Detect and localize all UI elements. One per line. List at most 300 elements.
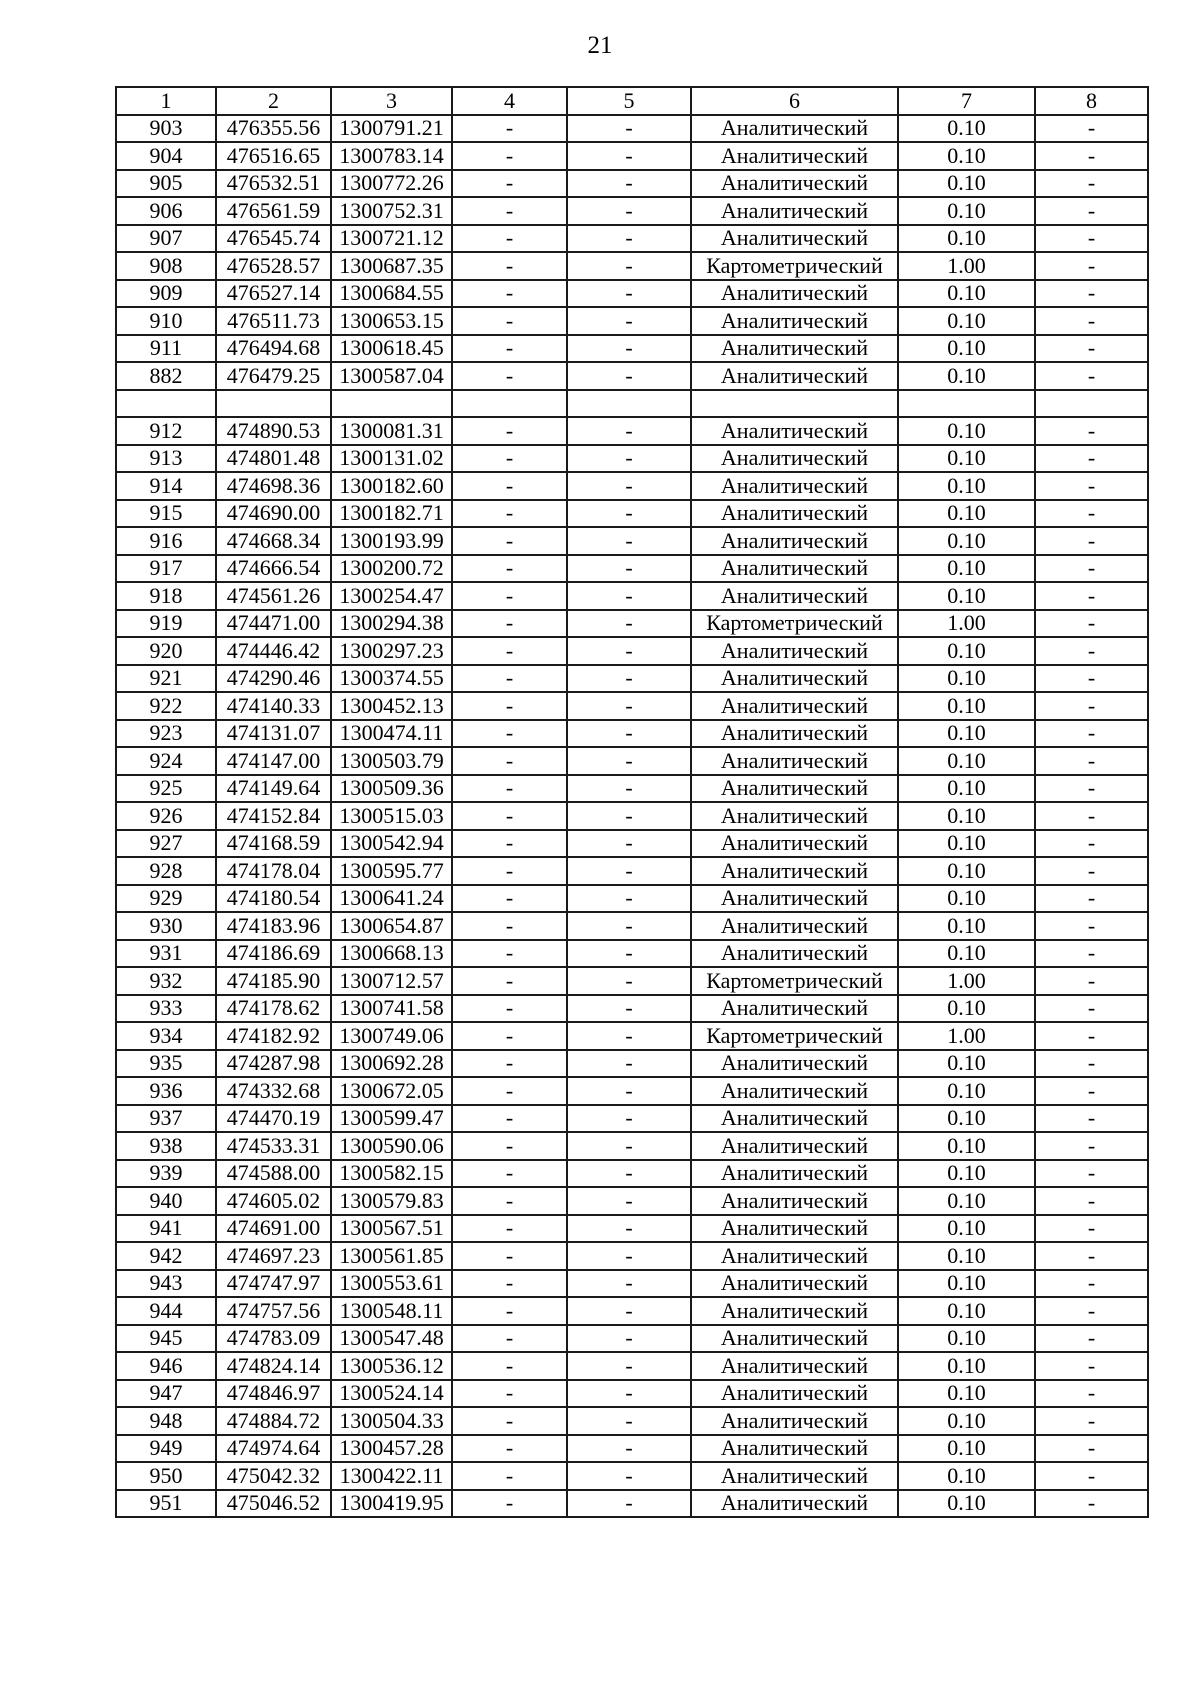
table-cell: 476516.65 <box>216 142 331 170</box>
table-cell: 1300668.13 <box>331 940 452 968</box>
table-cell: - <box>567 472 691 500</box>
table-cell: 934 <box>116 1022 216 1050</box>
table-cell: 928 <box>116 857 216 885</box>
table-cell: 474783.09 <box>216 1325 331 1353</box>
table-cell: Аналитический <box>691 1270 898 1298</box>
table-cell: - <box>1035 857 1148 885</box>
table-cell: Аналитический <box>691 555 898 583</box>
table-cell <box>331 390 452 418</box>
table-cell: 1300749.06 <box>331 1022 452 1050</box>
table-cell: - <box>452 1297 567 1325</box>
table-cell: - <box>1035 995 1148 1023</box>
table-cell: 912 <box>116 417 216 445</box>
table-cell: - <box>567 1132 691 1160</box>
table-cell: - <box>567 1352 691 1380</box>
table-cell: 474757.56 <box>216 1297 331 1325</box>
table-cell: - <box>452 307 567 335</box>
table-cell: 1300692.28 <box>331 1050 452 1078</box>
table-cell: - <box>1035 1050 1148 1078</box>
table-cell: - <box>567 1462 691 1490</box>
table-cell: - <box>1035 1325 1148 1353</box>
table-cell: Аналитический <box>691 197 898 225</box>
table-cell: Аналитический <box>691 830 898 858</box>
table-cell: - <box>1035 1407 1148 1435</box>
table-cell: - <box>567 940 691 968</box>
table-cell: - <box>567 830 691 858</box>
table-cell: Аналитический <box>691 775 898 803</box>
table-cell: - <box>452 582 567 610</box>
table-cell: - <box>452 115 567 143</box>
table-cell: 1300687.35 <box>331 252 452 280</box>
table-cell: 0.10 <box>898 417 1035 445</box>
table-row <box>116 1297 1148 1325</box>
table-cell: - <box>1035 885 1148 913</box>
table-cell: 0.10 <box>898 830 1035 858</box>
table-cell: - <box>452 912 567 940</box>
table-cell: - <box>567 1325 691 1353</box>
table-cell: 1.00 <box>898 1022 1035 1050</box>
table-cell: Аналитический <box>691 720 898 748</box>
table-cell: 916 <box>116 527 216 555</box>
table-cell: - <box>1035 197 1148 225</box>
table-cell: 944 <box>116 1297 216 1325</box>
table-cell: - <box>452 1352 567 1380</box>
coordinates-table <box>115 86 1149 1518</box>
table-cell: 908 <box>116 252 216 280</box>
table-cell: 933 <box>116 995 216 1023</box>
table-cell: 474846.97 <box>216 1380 331 1408</box>
table-cell: Аналитический <box>691 747 898 775</box>
table-cell: - <box>567 1022 691 1050</box>
table-cell: 921 <box>116 665 216 693</box>
table-cell: 0.10 <box>898 1435 1035 1463</box>
table-cell: - <box>567 1297 691 1325</box>
table-cell: - <box>452 1380 567 1408</box>
table-cell: - <box>1035 1077 1148 1105</box>
table-cell: 906 <box>116 197 216 225</box>
table-cell: 922 <box>116 692 216 720</box>
table-cell: 1300294.38 <box>331 610 452 638</box>
table-cell: 474131.07 <box>216 720 331 748</box>
table-cell: 1300374.55 <box>331 665 452 693</box>
table-cell: Аналитический <box>691 500 898 528</box>
table-cell: 1300504.33 <box>331 1407 452 1435</box>
table-cell: - <box>452 197 567 225</box>
table-cell: 1300599.47 <box>331 1105 452 1133</box>
table-cell: - <box>1035 335 1148 363</box>
table-cell: - <box>567 720 691 748</box>
table-cell: - <box>452 967 567 995</box>
table-cell: 0.10 <box>898 637 1035 665</box>
table-cell: 1300587.04 <box>331 362 452 390</box>
table-row <box>116 610 1148 638</box>
table-cell: - <box>452 1132 567 1160</box>
table-cell: 0.10 <box>898 1270 1035 1298</box>
table-cell: - <box>567 1215 691 1243</box>
table-cell: Аналитический <box>691 940 898 968</box>
table-cell: - <box>1035 307 1148 335</box>
table-cell: 474180.54 <box>216 885 331 913</box>
table-cell: - <box>1035 1435 1148 1463</box>
table-cell: 1300548.11 <box>331 1297 452 1325</box>
table-cell: - <box>452 500 567 528</box>
table-cell: 476561.59 <box>216 197 331 225</box>
table-row <box>116 637 1148 665</box>
table-cell: - <box>452 610 567 638</box>
table-cell: - <box>1035 1160 1148 1188</box>
table-cell: 913 <box>116 445 216 473</box>
table-cell: 1300542.94 <box>331 830 452 858</box>
table-cell: 941 <box>116 1215 216 1243</box>
table-cell: - <box>452 775 567 803</box>
table-cell: 1300741.58 <box>331 995 452 1023</box>
table-cell: - <box>567 252 691 280</box>
table-cell: 931 <box>116 940 216 968</box>
table-cell: 1.00 <box>898 610 1035 638</box>
table-cell: 474690.00 <box>216 500 331 528</box>
table-row <box>116 1050 1148 1078</box>
table-cell: - <box>452 1462 567 1490</box>
table-cell: - <box>567 1407 691 1435</box>
table-row <box>116 252 1148 280</box>
table-cell: 1300200.72 <box>331 555 452 583</box>
table-cell: 1300783.14 <box>331 142 452 170</box>
table-cell: - <box>452 1490 567 1518</box>
table-cell: - <box>1035 170 1148 198</box>
table-cell: 951 <box>116 1490 216 1518</box>
table-cell: Аналитический <box>691 912 898 940</box>
table-cell <box>452 390 567 418</box>
table-row <box>116 417 1148 445</box>
table-cell: 0.10 <box>898 940 1035 968</box>
table-cell: - <box>1035 1352 1148 1380</box>
table-cell: 474747.97 <box>216 1270 331 1298</box>
table-cell: 923 <box>116 720 216 748</box>
table-cell: 474890.53 <box>216 417 331 445</box>
table-cell: - <box>1035 115 1148 143</box>
table-cell: 1300684.55 <box>331 280 452 308</box>
table-cell: - <box>452 1215 567 1243</box>
table-cell: 932 <box>116 967 216 995</box>
table-cell: - <box>452 692 567 720</box>
table-row <box>116 1022 1148 1050</box>
table-cell: Аналитический <box>691 665 898 693</box>
table-cell: 935 <box>116 1050 216 1078</box>
table-row <box>116 445 1148 473</box>
table-cell: - <box>1035 1380 1148 1408</box>
table-cell: - <box>567 225 691 253</box>
table-cell: 0.10 <box>898 307 1035 335</box>
table-cell: 474287.98 <box>216 1050 331 1078</box>
table-cell: Аналитический <box>691 1407 898 1435</box>
table-cell: 0.10 <box>898 1215 1035 1243</box>
table-row <box>116 665 1148 693</box>
table-row <box>116 1352 1148 1380</box>
table-header-row <box>116 87 1148 115</box>
table-cell: - <box>567 610 691 638</box>
table-cell: - <box>452 1407 567 1435</box>
table-cell: 0.10 <box>898 582 1035 610</box>
table-cell: 474533.31 <box>216 1132 331 1160</box>
table-cell: - <box>452 802 567 830</box>
column-header: 7 <box>898 87 1035 115</box>
table-cell: - <box>1035 830 1148 858</box>
table-cell: 474182.92 <box>216 1022 331 1050</box>
table-cell: 1300547.48 <box>331 1325 452 1353</box>
table-cell: 1300654.87 <box>331 912 452 940</box>
table-cell: - <box>1035 1105 1148 1133</box>
table-cell: - <box>452 1022 567 1050</box>
table-cell: 1300457.28 <box>331 1435 452 1463</box>
table-cell: Аналитический <box>691 1215 898 1243</box>
table-row <box>116 1462 1148 1490</box>
table-cell: 945 <box>116 1325 216 1353</box>
table-cell: - <box>567 665 691 693</box>
table-cell: - <box>1035 252 1148 280</box>
column-header: 2 <box>216 87 331 115</box>
table-cell: - <box>1035 940 1148 968</box>
table-cell: 937 <box>116 1105 216 1133</box>
table-cell: - <box>1035 720 1148 748</box>
table-cell: 476355.56 <box>216 115 331 143</box>
table-cell: 0.10 <box>898 1352 1035 1380</box>
table-row <box>116 830 1148 858</box>
table-cell: - <box>452 1242 567 1270</box>
table-cell: Аналитический <box>691 472 898 500</box>
table-row <box>116 170 1148 198</box>
table-row <box>116 995 1148 1023</box>
table-cell: 474561.26 <box>216 582 331 610</box>
table-cell: Аналитический <box>691 1325 898 1353</box>
table-cell: - <box>452 665 567 693</box>
table-cell: 0.10 <box>898 335 1035 363</box>
table-row <box>116 362 1148 390</box>
table-cell: 946 <box>116 1352 216 1380</box>
table-cell: 0.10 <box>898 555 1035 583</box>
table-cell: - <box>1035 802 1148 830</box>
table-cell: 882 <box>116 362 216 390</box>
table-cell: 1300641.24 <box>331 885 452 913</box>
table-row <box>116 720 1148 748</box>
table-cell: - <box>567 197 691 225</box>
table-cell: Картометрический <box>691 610 898 638</box>
table-cell: - <box>452 940 567 968</box>
table-cell: 1300503.79 <box>331 747 452 775</box>
table-cell: 904 <box>116 142 216 170</box>
table-row <box>116 115 1148 143</box>
table-cell: 0.10 <box>898 472 1035 500</box>
table-cell: 0.10 <box>898 280 1035 308</box>
table-cell: Аналитический <box>691 1435 898 1463</box>
table-cell: 905 <box>116 170 216 198</box>
table-row <box>116 1270 1148 1298</box>
table-cell: 474697.23 <box>216 1242 331 1270</box>
table-cell: - <box>567 637 691 665</box>
table-cell: 0.10 <box>898 1242 1035 1270</box>
table-cell: - <box>1035 225 1148 253</box>
table-cell: - <box>567 802 691 830</box>
table-cell: 914 <box>116 472 216 500</box>
table-cell: - <box>567 582 691 610</box>
table-row <box>116 802 1148 830</box>
table-cell: - <box>567 1242 691 1270</box>
table-cell: - <box>567 555 691 583</box>
table-cell: 0.10 <box>898 1325 1035 1353</box>
table-cell: Аналитический <box>691 995 898 1023</box>
column-header: 1 <box>116 87 216 115</box>
table-cell: 1300081.31 <box>331 417 452 445</box>
table-cell: 1300536.12 <box>331 1352 452 1380</box>
table-row <box>116 775 1148 803</box>
table-cell: - <box>1035 1270 1148 1298</box>
table-cell: Аналитический <box>691 362 898 390</box>
table-cell: 0.10 <box>898 142 1035 170</box>
table-cell: 474698.36 <box>216 472 331 500</box>
table-cell: Аналитический <box>691 142 898 170</box>
table-cell: 936 <box>116 1077 216 1105</box>
table-cell: 0.10 <box>898 857 1035 885</box>
table-row <box>116 940 1148 968</box>
table-cell: 917 <box>116 555 216 583</box>
table-cell: Аналитический <box>691 1105 898 1133</box>
table-cell: 474884.72 <box>216 1407 331 1435</box>
table-cell <box>691 390 898 418</box>
table-cell: - <box>567 1105 691 1133</box>
table-cell: 1300509.36 <box>331 775 452 803</box>
table-cell: Аналитический <box>691 1050 898 1078</box>
table-cell: 476479.25 <box>216 362 331 390</box>
table-cell: - <box>1035 472 1148 500</box>
table-cell: - <box>1035 1297 1148 1325</box>
table-cell: Аналитический <box>691 857 898 885</box>
table-cell: 474801.48 <box>216 445 331 473</box>
table-cell: 1300791.21 <box>331 115 452 143</box>
table-cell: 1300515.03 <box>331 802 452 830</box>
table-row <box>116 967 1148 995</box>
table-cell: 474290.46 <box>216 665 331 693</box>
page-number: 21 <box>587 32 613 59</box>
table-cell: - <box>567 1187 691 1215</box>
table-cell: - <box>452 142 567 170</box>
table-cell: 0.10 <box>898 1160 1035 1188</box>
table-cell: 939 <box>116 1160 216 1188</box>
table-cell: Аналитический <box>691 1297 898 1325</box>
table-cell: - <box>567 307 691 335</box>
column-header: 5 <box>567 87 691 115</box>
table-row <box>116 142 1148 170</box>
table-cell: 0.10 <box>898 665 1035 693</box>
table-cell: 0.10 <box>898 1297 1035 1325</box>
table-cell: - <box>452 417 567 445</box>
table-cell: 1300474.11 <box>331 720 452 748</box>
table-row <box>116 1242 1148 1270</box>
table-cell: 0.10 <box>898 995 1035 1023</box>
table-cell: 942 <box>116 1242 216 1270</box>
table-cell: - <box>1035 445 1148 473</box>
table-row <box>116 885 1148 913</box>
table-cell: - <box>452 747 567 775</box>
table-cell: - <box>1035 1462 1148 1490</box>
table-cell: 1300672.05 <box>331 1077 452 1105</box>
table-row <box>116 747 1148 775</box>
table-cell: 474140.33 <box>216 692 331 720</box>
table-cell: 919 <box>116 610 216 638</box>
table-cell: 1300595.77 <box>331 857 452 885</box>
table-row <box>116 1160 1148 1188</box>
table-cell: 474824.14 <box>216 1352 331 1380</box>
table-cell: Аналитический <box>691 225 898 253</box>
table-cell: - <box>452 995 567 1023</box>
table-cell: - <box>1035 1242 1148 1270</box>
table-cell: 1300297.23 <box>331 637 452 665</box>
table-row <box>116 500 1148 528</box>
table-cell: - <box>452 527 567 555</box>
table-cell: Аналитический <box>691 335 898 363</box>
table-cell: 910 <box>116 307 216 335</box>
table-cell <box>1035 390 1148 418</box>
table-cell: 930 <box>116 912 216 940</box>
table-cell: 929 <box>116 885 216 913</box>
table-row <box>116 1077 1148 1105</box>
table-cell: - <box>567 335 691 363</box>
table-cell: 0.10 <box>898 885 1035 913</box>
table-cell: 1300712.57 <box>331 967 452 995</box>
table-cell: Аналитический <box>691 115 898 143</box>
table-cell: Аналитический <box>691 802 898 830</box>
table-cell: Аналитический <box>691 527 898 555</box>
table-cell: Аналитический <box>691 1132 898 1160</box>
table-cell: 911 <box>116 335 216 363</box>
table-cell: 474168.59 <box>216 830 331 858</box>
table-cell: 938 <box>116 1132 216 1160</box>
table-cell: 1300419.95 <box>331 1490 452 1518</box>
table-cell: 1300422.11 <box>331 1462 452 1490</box>
table-cell: 0.10 <box>898 362 1035 390</box>
table-cell: 1300582.15 <box>331 1160 452 1188</box>
table-cell: 926 <box>116 802 216 830</box>
table-cell: Аналитический <box>691 1242 898 1270</box>
table-cell: - <box>1035 747 1148 775</box>
table-cell: Аналитический <box>691 1462 898 1490</box>
table-cell: - <box>1035 582 1148 610</box>
table-cell: - <box>567 912 691 940</box>
table-cell: 0.10 <box>898 500 1035 528</box>
table-cell: - <box>452 1077 567 1105</box>
table-cell: 474185.90 <box>216 967 331 995</box>
table-cell: - <box>567 885 691 913</box>
table-cell: 475046.52 <box>216 1490 331 1518</box>
table-cell: Аналитический <box>691 885 898 913</box>
table-cell: 940 <box>116 1187 216 1215</box>
table-cell: - <box>567 417 691 445</box>
table-cell: Аналитический <box>691 170 898 198</box>
table-cell: 1300561.85 <box>331 1242 452 1270</box>
column-header: 4 <box>452 87 567 115</box>
table-cell: - <box>452 1325 567 1353</box>
table-cell: 474666.54 <box>216 555 331 583</box>
table-cell: Аналитический <box>691 1187 898 1215</box>
table-cell: 476528.57 <box>216 252 331 280</box>
table-cell: 0.10 <box>898 527 1035 555</box>
table-cell: 0.10 <box>898 775 1035 803</box>
table-cell: 0.10 <box>898 115 1035 143</box>
table-cell: 1300590.06 <box>331 1132 452 1160</box>
table-cell: 474974.64 <box>216 1435 331 1463</box>
table-cell: Картометрический <box>691 1022 898 1050</box>
table-cell: Аналитический <box>691 445 898 473</box>
table-cell: - <box>1035 665 1148 693</box>
table-cell: 915 <box>116 500 216 528</box>
